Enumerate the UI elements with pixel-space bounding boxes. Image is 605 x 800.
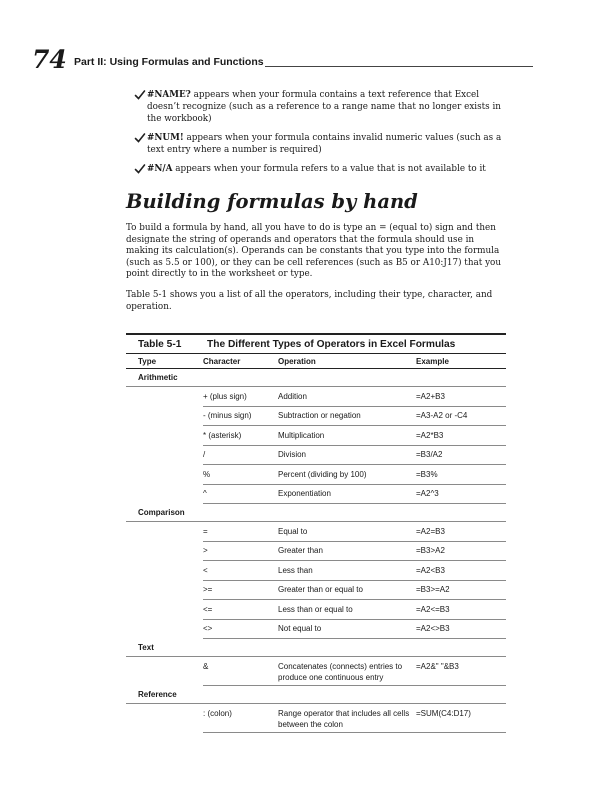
column-header: Type — [138, 356, 157, 366]
table-header-row — [126, 353, 506, 369]
table-row — [203, 522, 506, 542]
bullet-text: appears when your formula refers to a value that is not available to it — [172, 164, 486, 174]
table-row — [203, 426, 506, 446]
body-paragraph: To build a formula by hand, all you have to do is type an = (equal to) sign and then designate the string of operands and operators that the formula should use in making its calculation(s). Operands can be constants that you type into the formula (such as 5.5 or 100), or they can be cell references (such as B5 or A10:J17) that you point directly to in the worksheet or type. — [126, 223, 502, 280]
cell-example: =B3/A2 — [416, 450, 443, 460]
cell-character: < — [203, 565, 208, 575]
bullet-item — [134, 132, 514, 156]
cell-character: + (plus sign) — [203, 391, 247, 401]
cell-operation: Addition — [278, 391, 307, 401]
category-row — [126, 504, 506, 522]
cell-operation: Range operator that includes all cells between the colon — [278, 709, 410, 729]
cell-operation: Multiplication — [278, 430, 325, 440]
cell-example: =A2<>B3 — [416, 624, 450, 634]
operators-table — [126, 333, 506, 733]
table-row — [203, 657, 506, 686]
cell-character: >= — [203, 585, 213, 595]
cell-example: =A2<B3 — [416, 565, 445, 575]
category-label: Text — [138, 643, 154, 652]
table-row — [203, 542, 506, 562]
cell-example: =A2<=B3 — [416, 604, 450, 614]
cell-character: / — [203, 450, 206, 460]
cell-example: =A2&" "&B3 — [416, 662, 459, 671]
table-row — [203, 387, 506, 407]
bullet-item — [134, 163, 514, 175]
bullet-item — [134, 89, 514, 125]
cell-character: & — [203, 662, 209, 671]
cell-operation: Subtraction or negation — [278, 411, 361, 421]
cell-operation: Less than — [278, 565, 313, 575]
bullet-text: appears when your formula contains a text reference that Excel doesn’t recognize (such as a reference to a range name that no longer exists in the workbook) — [147, 90, 501, 124]
cell-example: =A3-A2 or -C4 — [416, 411, 468, 421]
checkmark-icon — [134, 89, 146, 101]
cell-character: <= — [203, 604, 213, 614]
column-header: Character — [203, 356, 241, 366]
cell-example: =B3>A2 — [416, 546, 445, 556]
category-label: Comparison — [138, 508, 185, 517]
cell-example: =B3% — [416, 469, 438, 479]
cell-character: % — [203, 469, 211, 479]
table-number: Table 5-1 — [138, 338, 182, 350]
error-keyword: #NAME? — [147, 90, 191, 100]
table-row — [203, 581, 506, 601]
checkmark-icon — [134, 132, 146, 144]
checkmark-icon — [134, 163, 146, 175]
table-row — [203, 561, 506, 581]
cell-operation: Percent (dividing by 100) — [278, 469, 367, 479]
category-row — [126, 369, 506, 387]
cell-example: =SUM(C4:D17) — [416, 709, 471, 718]
cell-character: : (colon) — [203, 709, 232, 718]
body-paragraph: Table 5-1 shows you a list of all the operators, including their type, character, and operation. — [126, 290, 493, 312]
table-row — [203, 446, 506, 466]
cell-operation: Less than or equal to — [278, 604, 353, 614]
cell-operation: Greater than or equal to — [278, 585, 363, 595]
cell-operation: Exponentiation — [278, 489, 331, 499]
cell-character: * (asterisk) — [203, 430, 242, 440]
category-label: Arithmetic — [138, 373, 178, 382]
section-heading: Building formulas by hand — [126, 190, 418, 213]
category-row — [126, 686, 506, 704]
table-row — [203, 620, 506, 640]
table-row — [203, 485, 506, 505]
cell-character: <> — [203, 624, 213, 634]
cell-character: - (minus sign) — [203, 411, 252, 421]
table-caption — [126, 335, 506, 353]
error-bullet-list — [134, 89, 514, 182]
cell-operation: Equal to — [278, 526, 308, 536]
column-header: Example — [416, 356, 449, 366]
page-number: 74 — [32, 45, 67, 74]
cell-operation: Division — [278, 450, 307, 460]
cell-character: > — [203, 546, 208, 556]
running-head: Part II: Using Formulas and Functions — [74, 56, 264, 68]
cell-example: =A2=B3 — [416, 526, 445, 536]
cell-example: =A2^3 — [416, 489, 439, 499]
bullet-text: appears when your formula contains invalid numeric values (such as a text entry where a number is required) — [147, 133, 502, 155]
header-rule — [265, 66, 533, 67]
column-header: Operation — [278, 356, 316, 366]
cell-example: =A2+B3 — [416, 391, 445, 401]
table-row — [203, 600, 506, 620]
error-keyword: #N/A — [147, 164, 173, 174]
table-row — [203, 407, 506, 427]
table-row — [203, 704, 506, 733]
category-row — [126, 639, 506, 657]
cell-operation: Concatenates (connects) entries to produce one continuous entry — [278, 662, 403, 682]
cell-operation: Not equal to — [278, 624, 322, 634]
table-title: The Different Types of Operators in Excel Formulas — [207, 338, 456, 350]
cell-operation: Greater than — [278, 546, 323, 556]
error-keyword: #NUM! — [147, 133, 184, 143]
cell-example: =B3>=A2 — [416, 585, 450, 595]
category-label: Reference — [138, 690, 177, 699]
cell-character: = — [203, 526, 208, 536]
cell-character: ^ — [203, 489, 207, 499]
table-row — [203, 465, 506, 485]
cell-example: =A2*B3 — [416, 430, 444, 440]
